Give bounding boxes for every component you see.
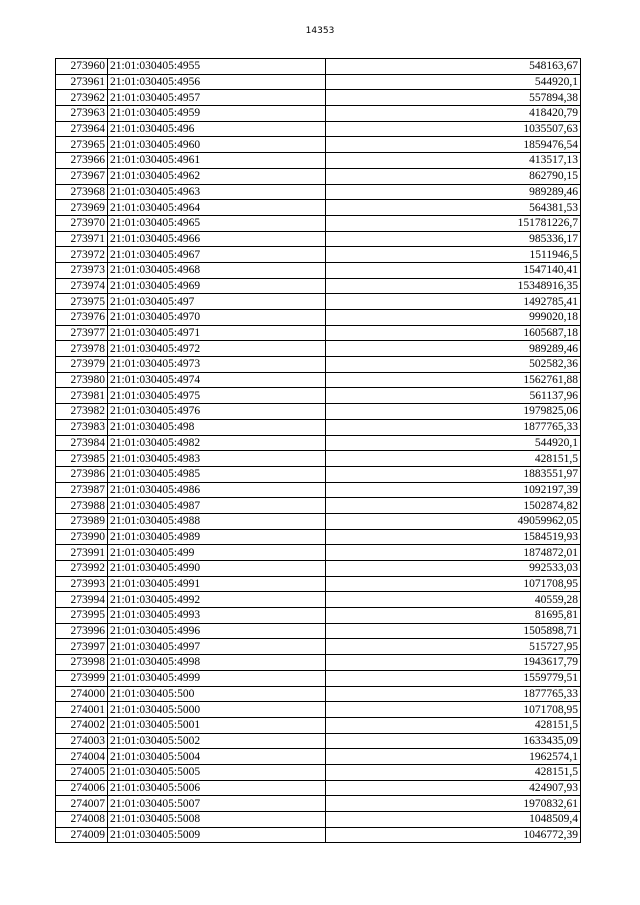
- cadastral-value-cell: 424907,93: [326, 780, 581, 796]
- row-number-cell: 273996: [56, 623, 108, 639]
- row-number-cell: 274001: [56, 702, 108, 718]
- table-row: [56, 90, 581, 106]
- row-number-cell: 273964: [56, 121, 108, 137]
- table-row: [56, 341, 581, 357]
- cadastral-number-cell: 21:01:030405:4963: [108, 184, 326, 200]
- table-row: [56, 184, 581, 200]
- row-number-cell: 273963: [56, 106, 108, 122]
- cadastral-number-cell: 21:01:030405:4982: [108, 435, 326, 451]
- table-row: [56, 812, 581, 828]
- row-number-cell: 273987: [56, 482, 108, 498]
- row-number-cell: 273989: [56, 513, 108, 529]
- table-row: [56, 200, 581, 216]
- row-number-cell: 273962: [56, 90, 108, 106]
- table-row: [56, 764, 581, 780]
- row-number-cell: 274000: [56, 686, 108, 702]
- cadastral-number-cell: 21:01:030405:4999: [108, 670, 326, 686]
- cadastral-number-cell: 21:01:030405:4992: [108, 592, 326, 608]
- cadastral-value-cell: 1979825,06: [326, 404, 581, 420]
- row-number-cell: 273991: [56, 545, 108, 561]
- row-number-cell: 273984: [56, 435, 108, 451]
- cadastral-value-cell: 564381,53: [326, 200, 581, 216]
- row-number-cell: 273988: [56, 498, 108, 514]
- row-number-cell: 273981: [56, 388, 108, 404]
- cadastral-value-cell: 1547140,41: [326, 262, 581, 278]
- row-number-cell: 273998: [56, 655, 108, 671]
- cadastral-value-cell: 1092197,39: [326, 482, 581, 498]
- row-number-cell: 273965: [56, 137, 108, 153]
- cadastral-number-cell: 21:01:030405:4973: [108, 357, 326, 373]
- row-number-cell: 273960: [56, 59, 108, 75]
- cadastral-number-cell: 21:01:030405:4969: [108, 278, 326, 294]
- row-number-cell: 273972: [56, 247, 108, 263]
- cadastral-value-cell: 985336,17: [326, 231, 581, 247]
- cadastral-number-cell: 21:01:030405:5009: [108, 827, 326, 843]
- table-row: [56, 796, 581, 812]
- cadastral-value-cell: 992533,03: [326, 561, 581, 577]
- table-row: [56, 529, 581, 545]
- cadastral-number-cell: 21:01:030405:5002: [108, 733, 326, 749]
- cadastral-number-cell: 21:01:030405:5004: [108, 749, 326, 765]
- table-row: [56, 59, 581, 75]
- cadastral-value-cell: 557894,38: [326, 90, 581, 106]
- cadastral-value-cell: 1511946,5: [326, 247, 581, 263]
- cadastral-value-cell: 1943617,79: [326, 655, 581, 671]
- row-number-cell: 274002: [56, 717, 108, 733]
- row-number-cell: 273992: [56, 561, 108, 577]
- cadastral-value-cell: 1505898,71: [326, 623, 581, 639]
- row-number-cell: 273995: [56, 608, 108, 624]
- row-number-cell: 273970: [56, 215, 108, 231]
- table-row: [56, 780, 581, 796]
- table-row: [56, 310, 581, 326]
- cadastral-number-cell: 21:01:030405:4971: [108, 325, 326, 341]
- row-number-cell: 274003: [56, 733, 108, 749]
- table-row: [56, 592, 581, 608]
- cadastral-value-cell: 81695,81: [326, 608, 581, 624]
- cadastral-value-cell: 1046772,39: [326, 827, 581, 843]
- cadastral-value-cell: 1584519,93: [326, 529, 581, 545]
- cadastral-value-cell: 1562761,88: [326, 372, 581, 388]
- row-number-cell: 273985: [56, 451, 108, 467]
- table-body: [56, 59, 581, 843]
- row-number-cell: 273967: [56, 168, 108, 184]
- cadastral-value-cell: 989289,46: [326, 184, 581, 200]
- row-number-cell: 273990: [56, 529, 108, 545]
- cadastral-value-cell: 515727,95: [326, 639, 581, 655]
- cadastral-value-cell: 862790,15: [326, 168, 581, 184]
- cadastral-number-cell: 21:01:030405:4964: [108, 200, 326, 216]
- cadastral-number-cell: 21:01:030405:4988: [108, 513, 326, 529]
- row-number-cell: 273978: [56, 341, 108, 357]
- cadastral-number-cell: 21:01:030405:4989: [108, 529, 326, 545]
- cadastral-value-cell: 428151,5: [326, 451, 581, 467]
- row-number-cell: 273974: [56, 278, 108, 294]
- table-row: [56, 262, 581, 278]
- cadastral-value-cell: 502582,36: [326, 357, 581, 373]
- cadastral-value-cell: 428151,5: [326, 717, 581, 733]
- cadastral-number-cell: 21:01:030405:4997: [108, 639, 326, 655]
- cadastral-value-cell: 413517,13: [326, 153, 581, 169]
- cadastral-number-cell: 21:01:030405:4961: [108, 153, 326, 169]
- cadastral-value-cell: 1071708,95: [326, 576, 581, 592]
- cadastral-number-cell: 21:01:030405:4962: [108, 168, 326, 184]
- cadastral-number-cell: 21:01:030405:498: [108, 419, 326, 435]
- cadastral-number-cell: 21:01:030405:4960: [108, 137, 326, 153]
- table-row: [56, 827, 581, 843]
- table-row: [56, 137, 581, 153]
- cadastral-number-cell: 21:01:030405:4956: [108, 74, 326, 90]
- table-row: [56, 451, 581, 467]
- cadastral-number-cell: 21:01:030405:4985: [108, 466, 326, 482]
- table-row: [56, 121, 581, 137]
- table-row: [56, 655, 581, 671]
- cadastral-value-cell: 989289,46: [326, 341, 581, 357]
- cadastral-value-cell: 40559,28: [326, 592, 581, 608]
- cadastral-value-table: [55, 58, 581, 843]
- cadastral-number-cell: 21:01:030405:4990: [108, 561, 326, 577]
- cadastral-number-cell: 21:01:030405:4998: [108, 655, 326, 671]
- table-row: [56, 717, 581, 733]
- cadastral-value-cell: 544920,1: [326, 435, 581, 451]
- row-number-cell: 273971: [56, 231, 108, 247]
- cadastral-value-cell: 1877765,33: [326, 686, 581, 702]
- table-row: [56, 670, 581, 686]
- cadastral-number-cell: 21:01:030405:4976: [108, 404, 326, 420]
- cadastral-number-cell: 21:01:030405:5008: [108, 812, 326, 828]
- cadastral-number-cell: 21:01:030405:4970: [108, 310, 326, 326]
- cadastral-value-cell: 15348916,35: [326, 278, 581, 294]
- row-number-cell: 273993: [56, 576, 108, 592]
- table-row: [56, 608, 581, 624]
- row-number-cell: 273966: [56, 153, 108, 169]
- cadastral-value-cell: 1633435,09: [326, 733, 581, 749]
- cadastral-value-cell: 1877765,33: [326, 419, 581, 435]
- cadastral-value-cell: 1883551,97: [326, 466, 581, 482]
- cadastral-value-cell: 418420,79: [326, 106, 581, 122]
- row-number-cell: 273999: [56, 670, 108, 686]
- table-row: [56, 545, 581, 561]
- row-number-cell: 273961: [56, 74, 108, 90]
- cadastral-value-cell: 428151,5: [326, 764, 581, 780]
- cadastral-number-cell: 21:01:030405:4959: [108, 106, 326, 122]
- cadastral-number-cell: 21:01:030405:4955: [108, 59, 326, 75]
- table-row: [56, 153, 581, 169]
- cadastral-value-cell: 151781226,7: [326, 215, 581, 231]
- row-number-cell: 273977: [56, 325, 108, 341]
- table-row: [56, 215, 581, 231]
- table-row: [56, 435, 581, 451]
- cadastral-number-cell: 21:01:030405:4986: [108, 482, 326, 498]
- cadastral-number-cell: 21:01:030405:4993: [108, 608, 326, 624]
- table-row: [56, 325, 581, 341]
- table-row: [56, 686, 581, 702]
- cadastral-number-cell: 21:01:030405:4966: [108, 231, 326, 247]
- table-row: [56, 639, 581, 655]
- table-row: [56, 231, 581, 247]
- cadastral-number-cell: 21:01:030405:499: [108, 545, 326, 561]
- table-row: [56, 404, 581, 420]
- table-row: [56, 247, 581, 263]
- cadastral-number-cell: 21:01:030405:497: [108, 294, 326, 310]
- row-number-cell: 274005: [56, 764, 108, 780]
- table-row: [56, 168, 581, 184]
- table-row: [56, 482, 581, 498]
- row-number-cell: 273968: [56, 184, 108, 200]
- cadastral-number-cell: 21:01:030405:5000: [108, 702, 326, 718]
- row-number-cell: 273976: [56, 310, 108, 326]
- cadastral-number-cell: 21:01:030405:4972: [108, 341, 326, 357]
- row-number-cell: 273980: [56, 372, 108, 388]
- row-number-cell: 273982: [56, 404, 108, 420]
- cadastral-value-cell: 1962574,1: [326, 749, 581, 765]
- cadastral-value-cell: 999020,18: [326, 310, 581, 326]
- cadastral-number-cell: 21:01:030405:4987: [108, 498, 326, 514]
- cadastral-number-cell: 21:01:030405:5005: [108, 764, 326, 780]
- row-number-cell: 273994: [56, 592, 108, 608]
- cadastral-value-cell: 1071708,95: [326, 702, 581, 718]
- table-row: [56, 388, 581, 404]
- cadastral-number-cell: 21:01:030405:5007: [108, 796, 326, 812]
- table-row: [56, 498, 581, 514]
- cadastral-value-cell: 544920,1: [326, 74, 581, 90]
- table-row: [56, 702, 581, 718]
- table-row: [56, 294, 581, 310]
- cadastral-value-cell: 1559779,51: [326, 670, 581, 686]
- cadastral-number-cell: 21:01:030405:4996: [108, 623, 326, 639]
- row-number-cell: 273997: [56, 639, 108, 655]
- row-number-cell: 273979: [56, 357, 108, 373]
- cadastral-number-cell: 21:01:030405:4974: [108, 372, 326, 388]
- table-row: [56, 74, 581, 90]
- row-number-cell: 273986: [56, 466, 108, 482]
- cadastral-value-cell: 548163,67: [326, 59, 581, 75]
- cadastral-value-cell: 1492785,41: [326, 294, 581, 310]
- cadastral-number-cell: 21:01:030405:4983: [108, 451, 326, 467]
- table-row: [56, 513, 581, 529]
- cadastral-number-cell: 21:01:030405:4991: [108, 576, 326, 592]
- cadastral-number-cell: 21:01:030405:4965: [108, 215, 326, 231]
- page-number: 14353: [305, 26, 335, 36]
- cadastral-number-cell: 21:01:030405:4957: [108, 90, 326, 106]
- table-row: [56, 466, 581, 482]
- cadastral-number-cell: 21:01:030405:4967: [108, 247, 326, 263]
- table-row: [56, 576, 581, 592]
- cadastral-number-cell: 21:01:030405:5006: [108, 780, 326, 796]
- cadastral-value-cell: 1502874,82: [326, 498, 581, 514]
- cadastral-number-cell: 21:01:030405:5001: [108, 717, 326, 733]
- table-row: [56, 419, 581, 435]
- cadastral-number-cell: 21:01:030405:4968: [108, 262, 326, 278]
- cadastral-value-cell: 1970832,61: [326, 796, 581, 812]
- table-row: [56, 106, 581, 122]
- row-number-cell: 273973: [56, 262, 108, 278]
- cadastral-value-cell: 1859476,54: [326, 137, 581, 153]
- row-number-cell: 274004: [56, 749, 108, 765]
- cadastral-number-cell: 21:01:030405:500: [108, 686, 326, 702]
- row-number-cell: 274007: [56, 796, 108, 812]
- cadastral-value-cell: 1874872,01: [326, 545, 581, 561]
- row-number-cell: 273983: [56, 419, 108, 435]
- cadastral-value-cell: 1605687,18: [326, 325, 581, 341]
- row-number-cell: 274006: [56, 780, 108, 796]
- row-number-cell: 274008: [56, 812, 108, 828]
- row-number-cell: 274009: [56, 827, 108, 843]
- cadastral-value-cell: 1035507,63: [326, 121, 581, 137]
- table-row: [56, 372, 581, 388]
- cadastral-value-cell: 49059962,05: [326, 513, 581, 529]
- table-row: [56, 749, 581, 765]
- cadastral-number-cell: 21:01:030405:4975: [108, 388, 326, 404]
- row-number-cell: 273975: [56, 294, 108, 310]
- row-number-cell: 273969: [56, 200, 108, 216]
- table-row: [56, 623, 581, 639]
- cadastral-number-cell: 21:01:030405:496: [108, 121, 326, 137]
- table-row: [56, 278, 581, 294]
- cadastral-value-cell: 561137,96: [326, 388, 581, 404]
- table-row: [56, 733, 581, 749]
- table-row: [56, 561, 581, 577]
- cadastral-value-cell: 1048509,4: [326, 812, 581, 828]
- table-row: [56, 357, 581, 373]
